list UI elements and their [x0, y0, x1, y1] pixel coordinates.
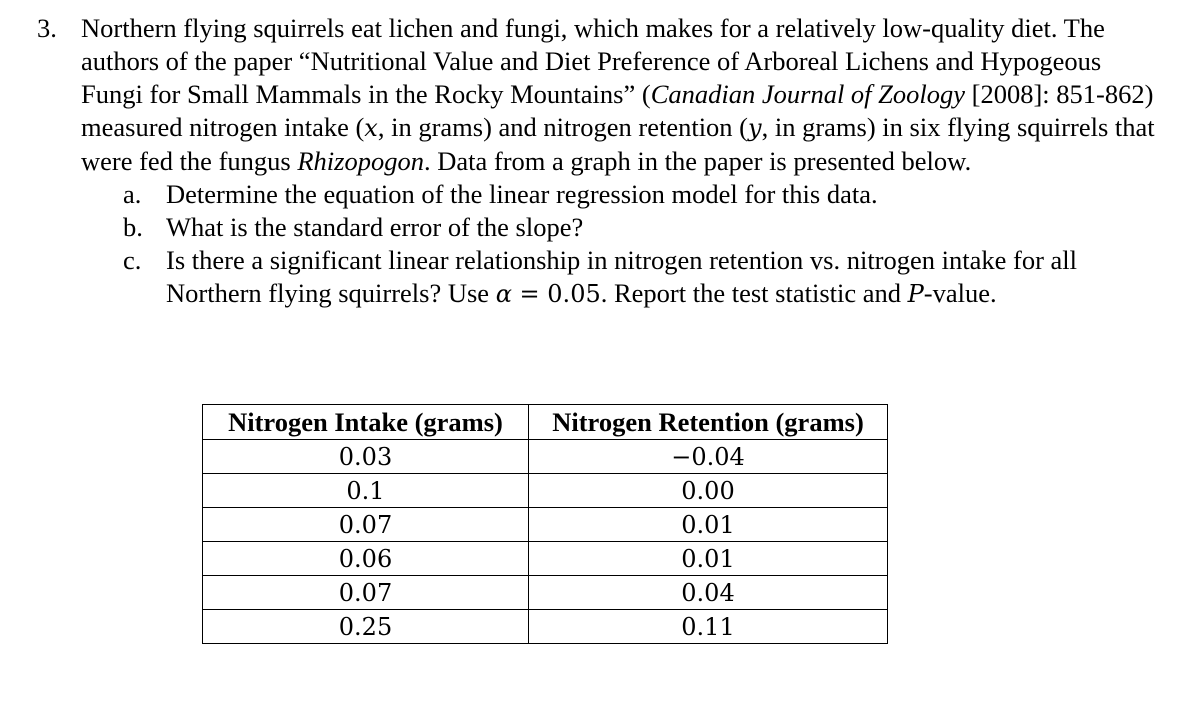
- p-symbol: P: [907, 280, 924, 308]
- retention-cell: 0.01: [529, 508, 888, 542]
- problem-intro: [81, 12, 1157, 178]
- alpha-value: = 0.05: [511, 280, 601, 308]
- sub-text-c: [166, 245, 1077, 308]
- intake-cell: 0.07: [203, 508, 529, 542]
- retention-cell: 0.11: [529, 610, 888, 644]
- intake-cell: 0.25: [203, 610, 529, 644]
- variable-x: x: [364, 114, 378, 142]
- sub-question-c: [81, 244, 1157, 311]
- problem-number: 3.: [37, 13, 57, 43]
- sub-letter-c: c.: [123, 245, 142, 275]
- header-nitrogen-retention: Nitrogen Retention (grams): [529, 405, 888, 440]
- sub-text-c-2: . Report the test statistic and: [600, 278, 908, 308]
- table-row: [203, 610, 888, 644]
- intro-text-1: Northern flying squirrels eat lichen and fungi, which makes for a relatively low-quality diet. The authors of the paper “Nutritional Value and Diet Preference of Arboreal Lichens and Hypogeous Fungi for Small Mammals in the Rocky Mountains” (: [81, 13, 1105, 109]
- nitrogen-data-table: [202, 404, 888, 644]
- table-header-row: [203, 405, 888, 440]
- sub-questions: [81, 178, 1157, 311]
- sub-text-b: What is the standard error of the slope?: [166, 212, 584, 242]
- sub-text-a: Determine the equation of the linear regression model for this data.: [166, 179, 878, 209]
- sub-text-c-3: -value.: [923, 278, 997, 308]
- variable-y: y: [748, 114, 762, 142]
- table-row: [203, 508, 888, 542]
- fungus-name: Rhizopogon: [297, 146, 424, 176]
- sub-question-a: [81, 178, 1157, 211]
- intro-text-3: , in grams) and nitrogen retention (: [377, 112, 749, 142]
- journal-name: Canadian Journal of Zoology: [650, 79, 966, 109]
- header-nitrogen-intake: Nitrogen Intake (grams): [203, 405, 529, 440]
- table-row: [203, 440, 888, 474]
- table-row: [203, 576, 888, 610]
- intake-cell: 0.06: [203, 542, 529, 576]
- table-row: [203, 474, 888, 508]
- retention-cell: 0.04: [529, 576, 888, 610]
- sub-letter-b: b.: [123, 212, 143, 242]
- alpha-symbol: α: [495, 280, 512, 308]
- problem-3: [37, 12, 1157, 311]
- intake-cell: 0.1: [203, 474, 529, 508]
- sub-question-b: [81, 211, 1157, 244]
- intake-cell: 0.07: [203, 576, 529, 610]
- intake-cell: 0.03: [203, 440, 529, 474]
- intro-text-2: [2008]: 851-862) measured nitrogen intake (: [81, 79, 1154, 142]
- retention-cell: 0.00: [529, 474, 888, 508]
- sub-letter-a: a.: [123, 179, 142, 209]
- intro-text-5: . Data from a graph in the paper is presented below.: [423, 146, 972, 176]
- sub-text-c-1: Is there a significant linear relationship in nitrogen retention vs. nitrogen intake for all Northern flying squirrels? Use: [166, 245, 1078, 308]
- retention-cell: 0.01: [529, 542, 888, 576]
- intro-text-4: , in grams) in six flying squirrels that were fed the fungus: [81, 112, 1155, 176]
- retention-cell: −0.04: [529, 440, 888, 474]
- table-row: [203, 542, 888, 576]
- problem-body: [81, 12, 1157, 311]
